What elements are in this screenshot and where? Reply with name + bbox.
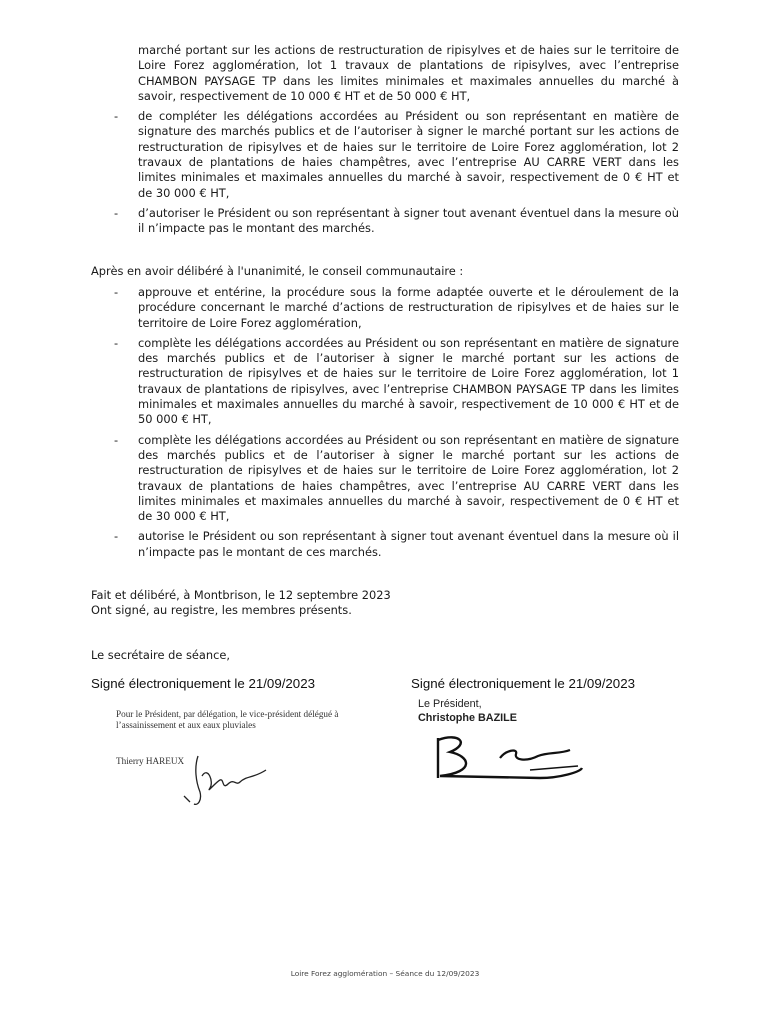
bullet-dash: - <box>114 335 119 350</box>
bullet-text: d’autoriser le Président ou son représentant à signer tout avenant éventuel dans la mesure où il n’impacte pas le montant des marchés. <box>138 205 679 236</box>
right-handwritten-signature <box>430 732 590 786</box>
right-signatory-block <box>418 697 517 725</box>
bullet-dash: - <box>114 432 119 447</box>
bullet-text: complète les délégations accordées au Président ou son représentant en matière de signature des marchés publics et de l’autoriser à signer le marché portant sur les actions de restructuration de ripisylves et de haies sur le territoire de Loire Forez agglomération, lot 2 travaux de plantations de haies champêtres, avec l’entreprise AU CARRE VERT dans les limites minimales et maximales annuelles du marché à savoir, respectivement de 0 € HT et de 30 000 € HT, <box>138 432 679 524</box>
decision-bullet-list <box>0 285 770 565</box>
list-item <box>0 285 770 331</box>
bullet-dash: - <box>114 205 119 220</box>
list-item <box>0 336 770 428</box>
left-signatory-name: Thierry HAREUX <box>116 756 185 766</box>
bullet-text: autorise le Président ou son représentant à signer tout avenant éventuel dans la mesure où il n’impacte pas le montant de ces marchés. <box>138 529 679 559</box>
bullet-text: de compléter les délégations accordées au Président ou son représentant en matière de signature des marchés publics et de l’autoriser à signer le marché portant sur les actions de restructuration de ripisylves et de haies sur le territoire de Loire Forez agglomération, lot 2 travaux de plantations de haies champêtres, avec l’entreprise AU CARRE VERT dans les limites minimales et maximales annuelles du marché à savoir, respectivement de 0 € HT et de 30 000 € HT, <box>138 109 679 200</box>
list-item <box>0 529 770 560</box>
left-handwritten-signature <box>176 752 276 810</box>
closing-place-date: Fait et délibéré, à Montbrison, le 12 septembre 2023 <box>91 588 391 602</box>
list-item <box>0 433 770 525</box>
bullet-dash: - <box>114 529 119 544</box>
left-delegation-text: Pour le Président, par délégation, le vice-président délégué à l’assainissement et aux eaux pluviales <box>116 709 339 731</box>
list-item <box>0 206 770 237</box>
secretary-label: Le secrétaire de séance, <box>91 648 230 662</box>
bullet-dash: - <box>114 109 119 124</box>
bullet-dash: - <box>114 285 119 299</box>
closing-signed: Ont signé, au registre, les membres présents. <box>91 603 352 617</box>
bullet-text: marché portant sur les actions de restructuration de ripisylves et de haies sur le territoire de Loire Forez agglomération, lot 1 travaux de plantations de ripisylves, avec l’entreprise CHAMBON PAYSAGE TP dans les limites minimales et maximales annuelles du marché à savoir, respectivement de 10 000 € HT et de 50 000 € HT, <box>138 43 679 103</box>
left-signature-stamp: Signé électroniquement le 21/09/2023 <box>91 676 315 691</box>
right-signatory-name: Christophe BAZILE <box>418 712 517 724</box>
bullet-text: complète les délégations accordées au Président ou son représentant en matière de signature des marchés publics et de l’autoriser à signer le marché portant sur les actions de restructuration de ripisylves et de haies sur le territoire de Loire Forez agglomération, lot 1 travaux de plantations de ripisylves, avec l’entreprise CHAMBON PAYSAGE TP dans les limites minimales et maximales annuelles du marché à savoir, respectivement de 10 000 € HT et de 50 000 € HT, <box>138 335 679 427</box>
right-signature-stamp: Signé électroniquement le 21/09/2023 <box>411 676 635 691</box>
right-signatory-title: Le Président, <box>418 698 482 710</box>
list-item <box>0 109 770 201</box>
decision-intro: Après en avoir délibéré à l'unanimité, le conseil communautaire : <box>91 264 464 278</box>
page-footer: Loire Forez agglomération – Séance du 12/09/2023 <box>290 969 480 978</box>
bullet-text: approuve et entérine, la procédure sous la forme adaptée ouverte et le déroulement de la procédure concernant le marché d’actions de restructuration de ripisylves et de haies sur le territoire de Loire Forez agglomération, <box>138 285 679 330</box>
list-item <box>0 43 770 104</box>
intro-bullet-list <box>0 43 770 242</box>
